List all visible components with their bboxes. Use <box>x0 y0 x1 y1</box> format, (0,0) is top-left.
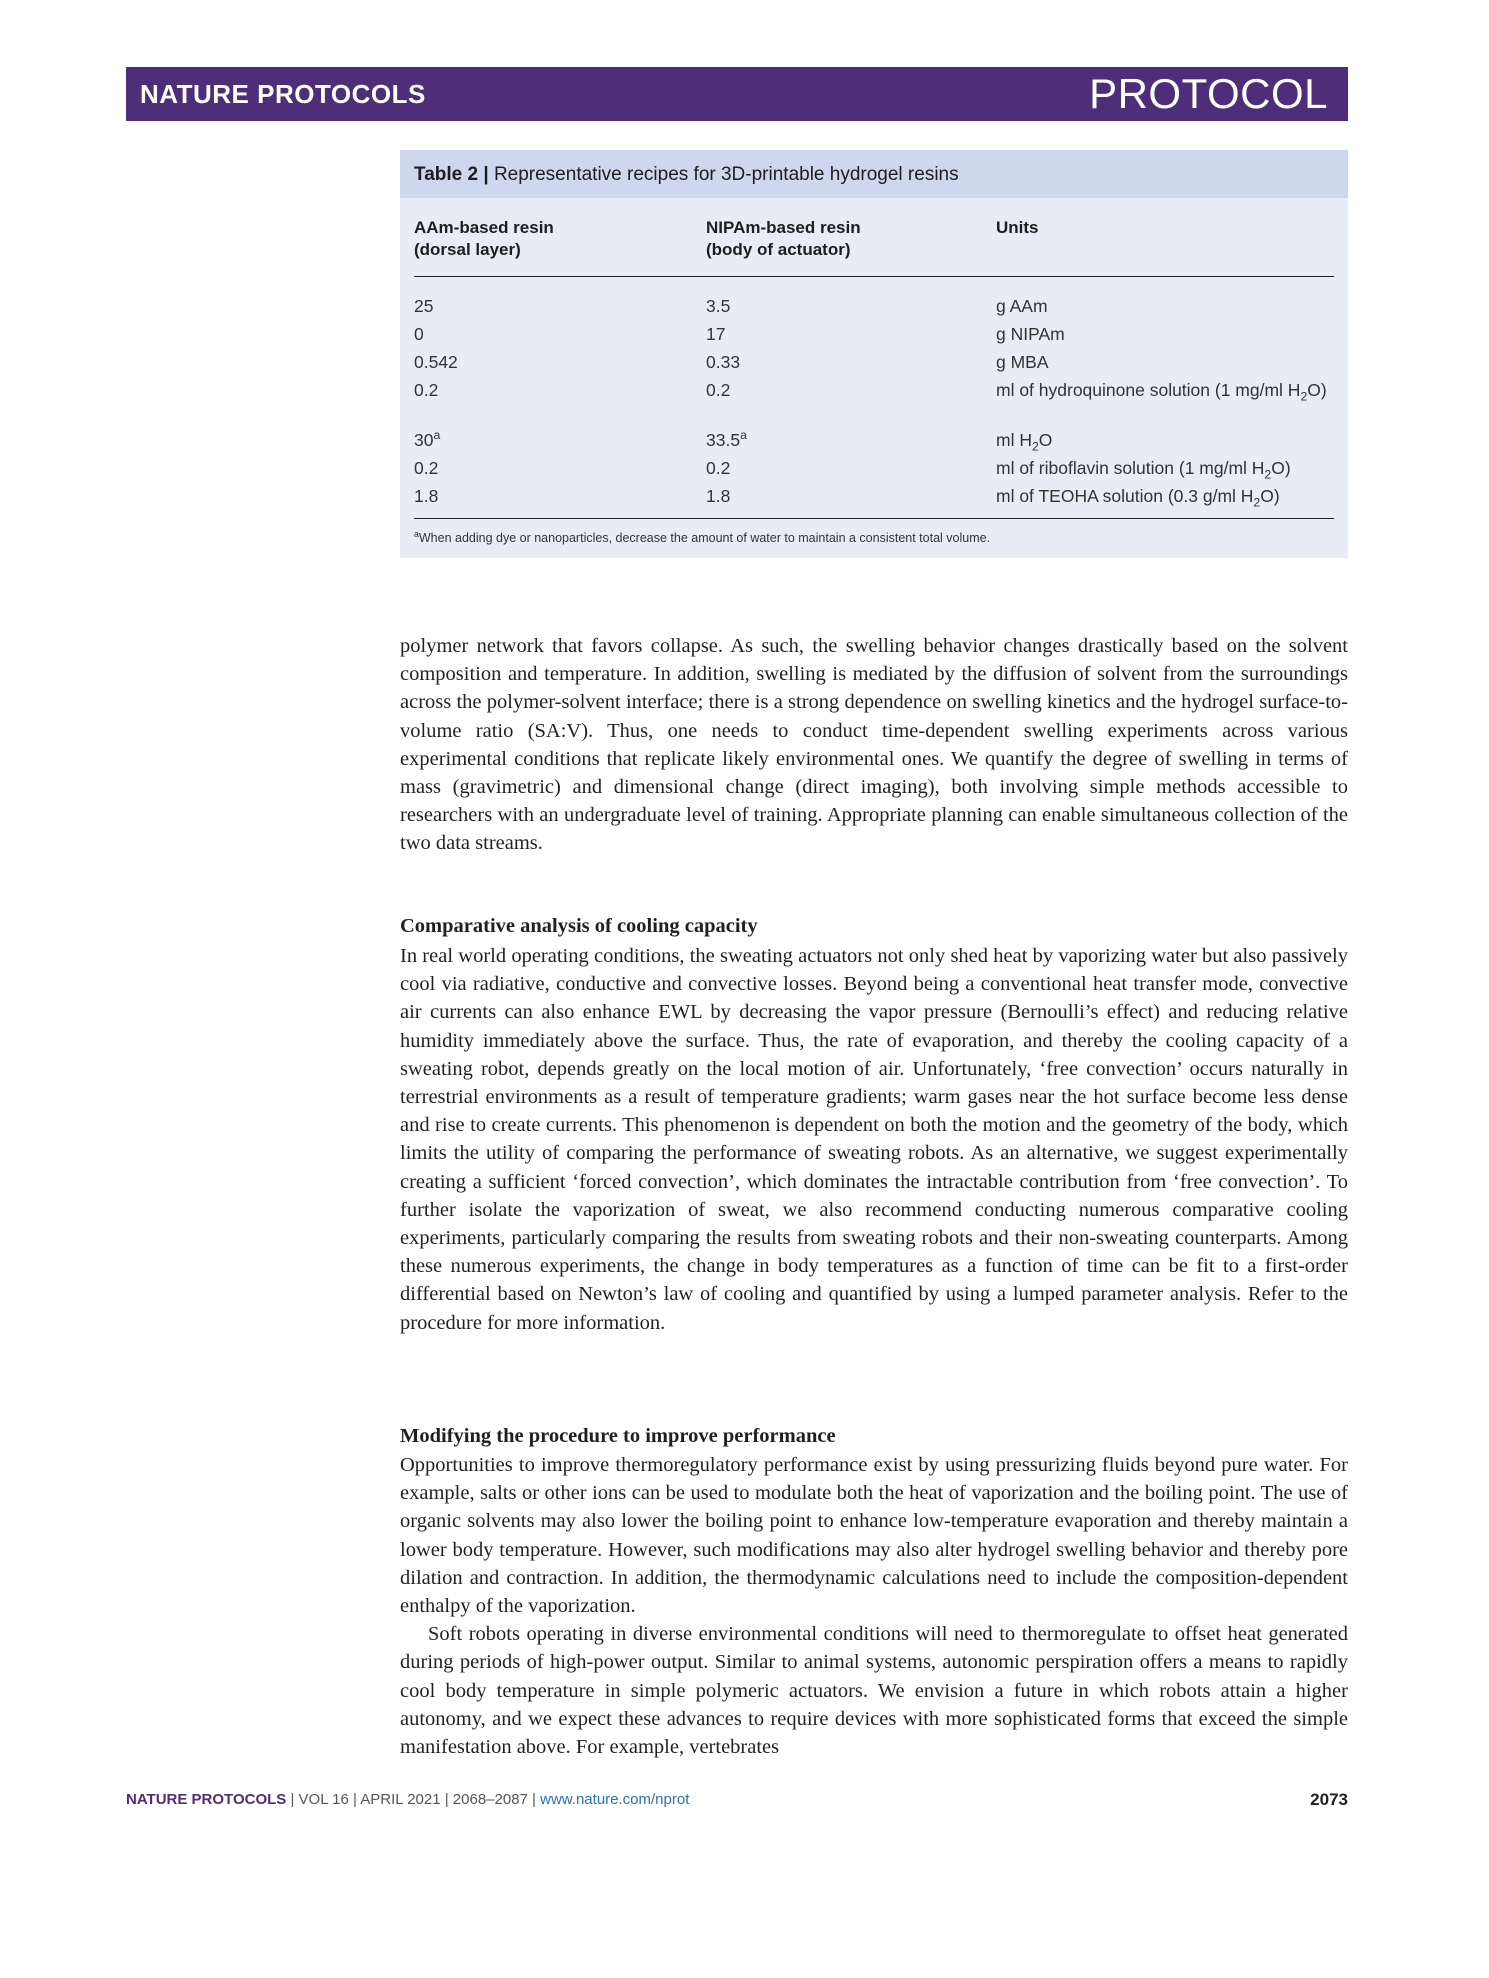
table-cell-nipam: 0.33 <box>706 352 741 372</box>
column-header-nipam-line1: NIPAm-based resin <box>706 218 861 237</box>
table-footnote: $^a$When adding dye or nanoparticles, decrease the amount of water to maintain a consistent total volume. <box>414 528 991 545</box>
table-cell-units: ml of TEOHA solution (0.3 g/ml $H_2O$) <box>996 486 1280 510</box>
table-cell-nipam: 33.5$^a$ <box>706 428 747 450</box>
table-cell-aam: 0.2 <box>414 458 439 478</box>
footer-citation: | VOL 16 | APRIL 2021 | 2068–2087 | <box>286 1791 541 1808</box>
body-paragraph-soft-robots: Soft robots operating in diverse environmental conditions will need to thermoregulate to offset heat generated during periods of high-power output. Similar to animal systems, autonomic perspiration offers a means to rapidly cool body temperature in simple polymeric actuators. We envision a future in which robots attain a higher autonomy, and we expect these advances to require devices with more sophisticated forms that exceed the simple manifestation above. For example, vertebrates <box>400 1623 1348 1759</box>
table-cell-units: g NIPAm <box>996 324 1065 344</box>
footer-journal: NATURE PROTOCOLS <box>126 1791 287 1808</box>
column-header-aam <box>414 217 554 261</box>
section-heading-modifying: Modifying the procedure to improve performance <box>400 1425 836 1447</box>
footer-url-link[interactable]: www.nature.com/nprot <box>540 1791 690 1808</box>
column-header-nipam-line2: (body of actuator) <box>706 240 851 259</box>
table-caption <box>414 164 959 186</box>
table-caption-bar <box>400 150 1348 198</box>
article-type: PROTOCOL <box>1089 70 1328 117</box>
table-cell-aam: 30$^a$ <box>414 428 441 450</box>
table-cell-units: ml $H_2O$ <box>996 430 1053 454</box>
table-header-rule <box>414 276 1334 277</box>
section-heading-cooling: Comparative analysis of cooling capacity <box>400 915 758 937</box>
table-cell-aam: 1.8 <box>414 486 439 506</box>
page-footer <box>126 1791 689 1808</box>
column-header-aam-line1: AAm-based resin <box>414 218 554 237</box>
table-cell-aam: 0 <box>414 324 424 344</box>
journal-header-bar <box>126 67 1348 121</box>
column-header-units: Units <box>996 218 1039 237</box>
journal-name: NATURE PROTOCOLS <box>140 79 426 109</box>
table-cell-aam: 0.2 <box>414 380 439 400</box>
table-cell-nipam: 17 <box>706 324 726 344</box>
body-paragraph-swelling: polymer network that favors collapse. As such, the swelling behavior changes drastically based on the solvent composition and temperature. In addition, swelling is mediated by the diffusion of solvent from the surroundings across the polymer-solvent interface; there is a strong dependence on swelling kinetics and the hydrogel surface-to-volume ratio (SA:V). Thus, one needs to conduct time-dependent swelling experiments across various experimental conditions that replicate likely environmental ones. We quantify the degree of swelling in terms of mass (gravimetric) and dimensional change (direct imaging), both involving simple methods accessible to researchers with an undergraduate level of training. Appropriate planning can enable simultaneous collection of the two data streams. <box>400 635 1348 855</box>
table-cell-units: g AAm <box>996 296 1048 316</box>
body-paragraph-cooling: In real world operating conditions, the sweating actuators not only shed heat by vaporizing water but also passively cool via radiative, conductive and convective losses. Beyond being a conventional heat transfer mode, convective air currents can also enhance EWL by decreasing the vapor pressure (Bernoulli’s effect) and reducing relative humidity immediately above the surface. Thus, the rate of evaporation, and thereby the cooling capacity of a sweating robot, depends greatly on the local motion of air. Unfortunately, ‘free convection’ occurs naturally in terrestrial environments as a result of temperature gradients; warm gases near the hot surface become less dense and rise to create currents. This phenomenon is dependent on both the motion and the geometry of the body, which limits the utility of comparing the performance of sweating robots. As an alternative, we suggest experimentally creating a sufficient ‘forced convection’, which dominates the intractable contribution from ‘free convection’. To further isolate the vaporization of sweat, we also recommend conducting numerous comparative cooling experiments, particularly comparing the results from sweating robots and their non-sweating counterparts. Among these numerous experiments, the change in body temperatures as a function of time can be fit to a first-order differential based on Newton’s law of cooling and quantified by using a lumped parameter analysis. Refer to the procedure for more information. <box>400 945 1348 1334</box>
table-number: Table 2 | <box>414 164 489 185</box>
body-paragraph-modifying: Opportunities to improve thermoregulatory performance exist by using pressurizing fluids beyond pure water. For example, salts or other ions can be used to modulate both the heat of vaporization and the boiling point. The use of organic solvents may also lower the boiling point to enhance low-temperature evaporation and thereby maintain a lower body temperature. However, such modifications may also alter hydrogel swelling behavior and thereby pore dilation and contraction. In addition, the thermodynamic calculations need to include the composition-dependent enthalpy of the vaporization. Soft robots operating in diverse environmental conditions will need to thermoregulate to offset heat generated during periods of high-power output. Similar to animal systems, autonomic perspiration offers a means to rapidly cool body temperature in simple polymeric actuators. We envision a future in which robots attain a higher autonomy, and we expect these advances to require devices with more sophisticated forms that exceed the simple manifestation above. For example, vertebrates <box>400 1451 1348 1761</box>
table-title: Representative recipes for 3D-printable hydrogel resins <box>493 164 959 185</box>
table-cell-units: ml of hydroquinone solution (1 mg/ml $H_2O$) <box>996 380 1327 404</box>
table-cell-nipam: 3.5 <box>706 296 731 316</box>
recipe-table <box>400 150 1348 558</box>
column-header-aam-line2: (dorsal layer) <box>414 240 521 259</box>
table-cell-units: ml of riboflavin solution (1 mg/ml $H_2O$) <box>996 458 1291 482</box>
table-cell-units: g MBA <box>996 352 1049 372</box>
table-cell-nipam: 0.2 <box>706 458 731 478</box>
table-bottom-rule <box>414 518 1334 519</box>
column-header-nipam <box>706 217 861 261</box>
table-cell-aam: 0.542 <box>414 352 458 372</box>
page-number: 2073 <box>1310 1790 1348 1809</box>
table-cell-aam: 25 <box>414 296 434 316</box>
table-cell-nipam: 1.8 <box>706 486 731 506</box>
table-cell-nipam: 0.2 <box>706 380 731 400</box>
